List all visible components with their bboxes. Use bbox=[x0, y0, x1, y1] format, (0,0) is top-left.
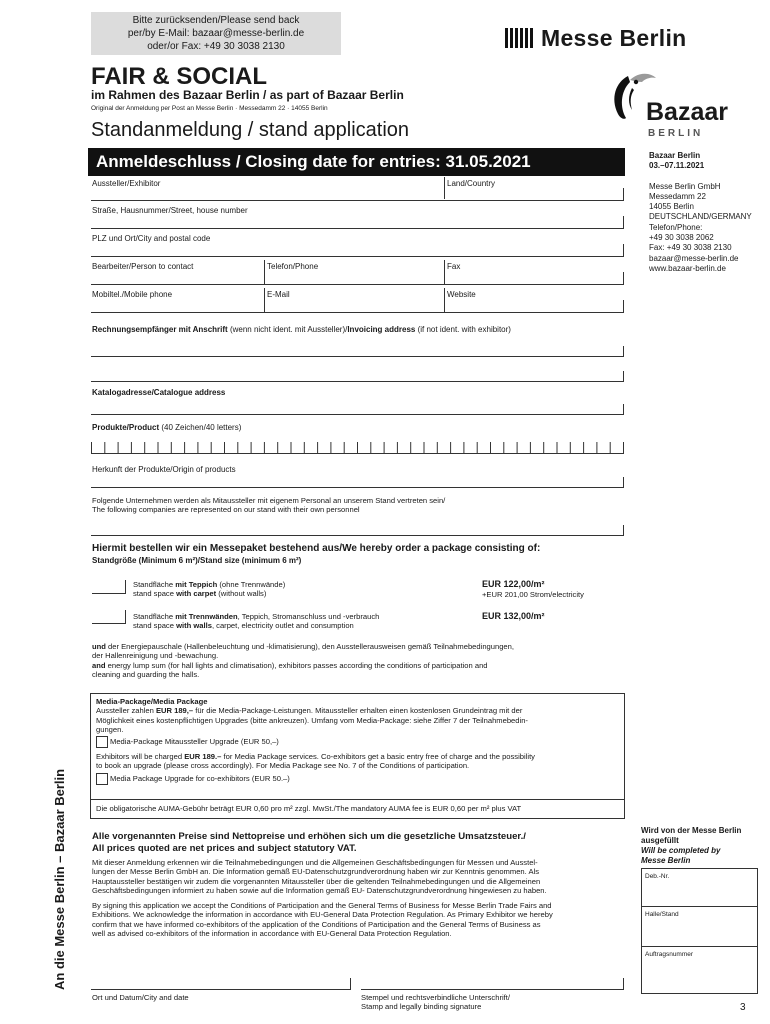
contact-line: DEUTSCHLAND/GERMANY bbox=[649, 212, 752, 222]
deb-nr-label: Deb.-Nr. bbox=[645, 873, 670, 880]
contact-field[interactable] bbox=[91, 284, 624, 285]
prices-heading: Alle vorgenannten Preise sind Nettopreise und erhöhen sich um die gesetzliche Umsatzsteuer./ All prices quoted are net prices and subject statutory VAT. bbox=[92, 831, 526, 854]
option-carpet-input[interactable] bbox=[92, 593, 126, 594]
email-label: E-Mail bbox=[267, 290, 290, 299]
hall-stand-label: Halle/Stand bbox=[645, 911, 679, 918]
divider bbox=[641, 946, 758, 947]
divider bbox=[623, 300, 624, 312]
exhibitor-label: Aussteller/Exhibitor bbox=[92, 179, 161, 188]
auma-fee-text: Die obligatorische AUMA-Gebühr beträgt EUR 0,60 pro m² zzgl. MwSt./The mandatory AUMA fee is EUR 0,60 per m² plus VAT bbox=[96, 804, 522, 813]
divider bbox=[125, 610, 126, 623]
contact-line: +49 30 3038 2062 bbox=[649, 233, 714, 243]
send-back-line-2: per/by E-Mail: bazaar@messe-berlin.de bbox=[127, 28, 305, 39]
place-date-label: Ort und Datum/City and date bbox=[92, 993, 189, 1002]
messe-bars-icon bbox=[505, 28, 533, 48]
order-heading: Hiermit bestellen wir ein Messepaket bestehend aus/We hereby order a package consisting of: bbox=[92, 543, 541, 554]
catalogue-label: Katalogadresse/Catalogue address bbox=[92, 388, 226, 397]
mobile-label: Mobiltel./Mobile phone bbox=[92, 290, 173, 299]
divider bbox=[444, 260, 445, 284]
stand-application-title: Standanmeldung / stand application bbox=[91, 119, 410, 141]
vertical-address-text: An die Messe Berlin – Bazaar Berlin bbox=[52, 768, 67, 990]
option-carpet-text: Standfläche mit Teppich (ohne Trennwände) stand space with carpet (without walls) bbox=[133, 580, 286, 599]
contact-line: Fax: +49 30 3038 2130 bbox=[649, 243, 732, 253]
stamp-signature-label: Stempel und rechtsverbindliche Unterschrift/ Stamp and legally binding signature bbox=[361, 993, 510, 1012]
coexhibitors-text: Folgende Unternehmen werden als Mitaussteller mit eigenem Personal an unserem Stand vertreten sein/ The following companies are represented on our stand with their own personnel bbox=[92, 496, 446, 515]
divider bbox=[350, 978, 351, 989]
media-package-text: Media-Package/Media Package Aussteller zahlen EUR 189,– für die Media-Package-Leistungen. Mitaussteller erhalten einen kostenlosen Grundeintrag mit der Möglichkeit eines kostenpflichtigen Upgrades (bitte ankreuzen). Umfang vom Media-Package: siehe Ziffer 7 der Teilnahmebedin- gungen. Media-Package Mitaussteller Upgrade (EUR 50,–) Exhibitors will be charged EUR 189.– for Media Package services. Co-exhibitors get a basic entry free of charge and the possibility to book an upgrade (please cross accordingly). For Media Package see No. 7 of the Conditions of participation. Media Package Upgrade for co-exhibitors (EUR 50.–) bbox=[96, 697, 621, 785]
option-walls-text: Standfläche mit Trennwänden, Teppich, Stromanschluss und -verbrauch stand space with walls, carpet, electricity outlet and consumption bbox=[133, 612, 380, 631]
product-letter-boxes[interactable] bbox=[91, 440, 624, 454]
plz-field[interactable] bbox=[91, 256, 624, 257]
contact-line: Telefon/Phone: bbox=[649, 222, 703, 232]
divider bbox=[623, 216, 624, 228]
divider bbox=[623, 477, 624, 487]
page-title: FAIR & SOCIAL bbox=[91, 63, 268, 90]
option-walls-input[interactable] bbox=[92, 623, 126, 624]
terms-en: By signing this application we accept the Conditions of Participation and the General Terms of Business for Messe Berlin Trade Fairs and Exhibitions. We acknowledge the information in accordance with EU-General Data Protection Regulation. As Primary Exhibitor we hereby confirm that we have informed co-exhibitors of the application of the Conditions of Participation and the General Terms of Business as well as advised co-exhibitors of the information in accordance with EU-General Data Protection Regulation. bbox=[92, 901, 553, 938]
country-label: Land/Country bbox=[447, 179, 496, 188]
closing-date-banner: Anmeldeschluss / Closing date for entries: 31.05.2021 bbox=[88, 148, 625, 176]
fax-label: Fax bbox=[447, 262, 461, 271]
send-back-box bbox=[91, 12, 341, 55]
contact-website: www.bazaar-berlin.de bbox=[649, 263, 726, 273]
event-name: Bazaar Berlin bbox=[649, 151, 701, 160]
bazaar-berlin-logo bbox=[608, 68, 758, 146]
signature-field[interactable] bbox=[361, 989, 624, 990]
invoice-line-1[interactable] bbox=[91, 356, 624, 357]
person-label: Bearbeiter/Person to contact bbox=[92, 262, 194, 271]
mobile-field[interactable] bbox=[91, 312, 624, 313]
plz-label: PLZ und Ort/City and postal code bbox=[92, 234, 211, 243]
original-note: Original der Anmeldung per Post an Messe Berlin · Messedamm 22 · 14055 Berlin bbox=[91, 105, 328, 112]
contact-line: Messedamm 22 bbox=[649, 191, 706, 201]
divider bbox=[623, 978, 624, 989]
bazaar-word: Bazaar bbox=[646, 98, 728, 126]
divider bbox=[623, 272, 624, 284]
bazaar-sub: BERLIN bbox=[648, 128, 704, 139]
order-number-label: Auftragsnummer bbox=[645, 951, 694, 958]
option-carpet-note: +EUR 201,00 Strom/electricity bbox=[482, 590, 584, 599]
divider bbox=[623, 371, 624, 381]
divider bbox=[264, 288, 265, 312]
divider bbox=[90, 799, 625, 800]
divider bbox=[641, 906, 758, 907]
divider bbox=[623, 188, 624, 200]
page-subtitle: im Rahmen des Bazaar Berlin / as part of Bazaar Berlin bbox=[91, 88, 404, 102]
contact-line: 14055 Berlin bbox=[649, 202, 694, 212]
coexhibitors-field[interactable] bbox=[91, 535, 624, 536]
sidebar-contact bbox=[649, 151, 752, 274]
messe-berlin-logo bbox=[505, 26, 687, 50]
messe-logo-text: Messe Berlin bbox=[541, 24, 687, 51]
office-use-heading: Wird von der Messe Berlin ausgefüllt Will be completed by Messe Berlin bbox=[641, 826, 742, 865]
send-back-line-3: oder/or Fax: +49 30 3038 2130 bbox=[147, 41, 285, 52]
stand-size-heading: Standgröße (Minimum 6 m²)/Stand size (minimum 6 m²) bbox=[92, 556, 302, 565]
option-carpet-price: EUR 122,00/m² bbox=[482, 579, 545, 589]
send-back-line-1: Bitte zurücksenden/Please send back bbox=[132, 15, 300, 26]
media-upgrade-de-checkbox[interactable] bbox=[96, 736, 108, 748]
origin-field[interactable] bbox=[91, 487, 624, 488]
terms-de: Mit dieser Anmeldung erkennen wir die Teilnahmebedingungen und die Allgemeinen Geschäftsbedingungen für Messen und Ausstel- lungen der Messe Berlin GmbH an. Die Information gemäß EU-Datenschutzgrundverordnung haben wir zur Kenntnis genommen. Als Hauptaussteller bestätigen wir zudem die vorgenannten Mitaussteller über die geltenden Teilnahmebedingungen und die Allgemeinen Geschäftsbedingungen informiert zu haben sowie auf die Information gemäß EU- Datenschutzgrundverordnung hingewiesen zu haben. bbox=[92, 858, 547, 895]
letter-grid bbox=[91, 440, 624, 454]
exhibitor-field[interactable] bbox=[91, 200, 624, 201]
website-label: Website bbox=[447, 290, 476, 299]
place-date-field[interactable] bbox=[91, 989, 351, 990]
street-label: Straße, Hausnummer/Street, house number bbox=[92, 206, 248, 215]
event-dates: 03.–07.11.2021 bbox=[649, 161, 705, 171]
divider bbox=[623, 244, 624, 256]
product-label: Produkte/Product (40 Zeichen/40 letters) bbox=[92, 423, 242, 432]
energy-text: und der Energiepauschale (Hallenbeleuchtung und -klimatisierung), den Ausstellerausweisen gemäß Teilnahmebedingungen, der Hallenreinigung und -bewachung. and energy lump sum (for hall lights and climatisation), exhibitors passes according the conditions of participation and cleaning and guarding the halls. bbox=[92, 642, 514, 679]
office-use-box bbox=[641, 868, 758, 994]
media-upgrade-de-row[interactable]: Media-Package Mitaussteller Upgrade (EUR 50,–) bbox=[96, 736, 621, 748]
catalogue-field[interactable] bbox=[91, 414, 624, 415]
contact-email: bazaar@messe-berlin.de bbox=[649, 253, 739, 263]
divider bbox=[444, 177, 445, 199]
street-field[interactable] bbox=[91, 228, 624, 229]
media-upgrade-en-row[interactable]: Media Package Upgrade for co-exhibitors (EUR 50.–) bbox=[96, 773, 621, 785]
divider bbox=[125, 580, 126, 593]
invoice-label: Rechnungsempfänger mit Anschrift (wenn nicht ident. mit Aussteller)/Invoicing address (if not ident. with exhibitor) bbox=[92, 325, 511, 334]
divider bbox=[264, 260, 265, 284]
page-number: 3 bbox=[740, 1002, 746, 1013]
origin-label: Herkunft der Produkte/Origin of products bbox=[92, 465, 236, 474]
divider bbox=[623, 346, 624, 356]
invoice-line-2[interactable] bbox=[91, 381, 624, 382]
contact-line: Messe Berlin GmbH bbox=[649, 181, 721, 191]
media-upgrade-en-checkbox[interactable] bbox=[96, 773, 108, 785]
divider bbox=[623, 404, 624, 414]
divider bbox=[623, 525, 624, 535]
option-walls-price: EUR 132,00/m² bbox=[482, 611, 545, 621]
phone-label: Telefon/Phone bbox=[267, 262, 319, 271]
divider bbox=[444, 288, 445, 312]
